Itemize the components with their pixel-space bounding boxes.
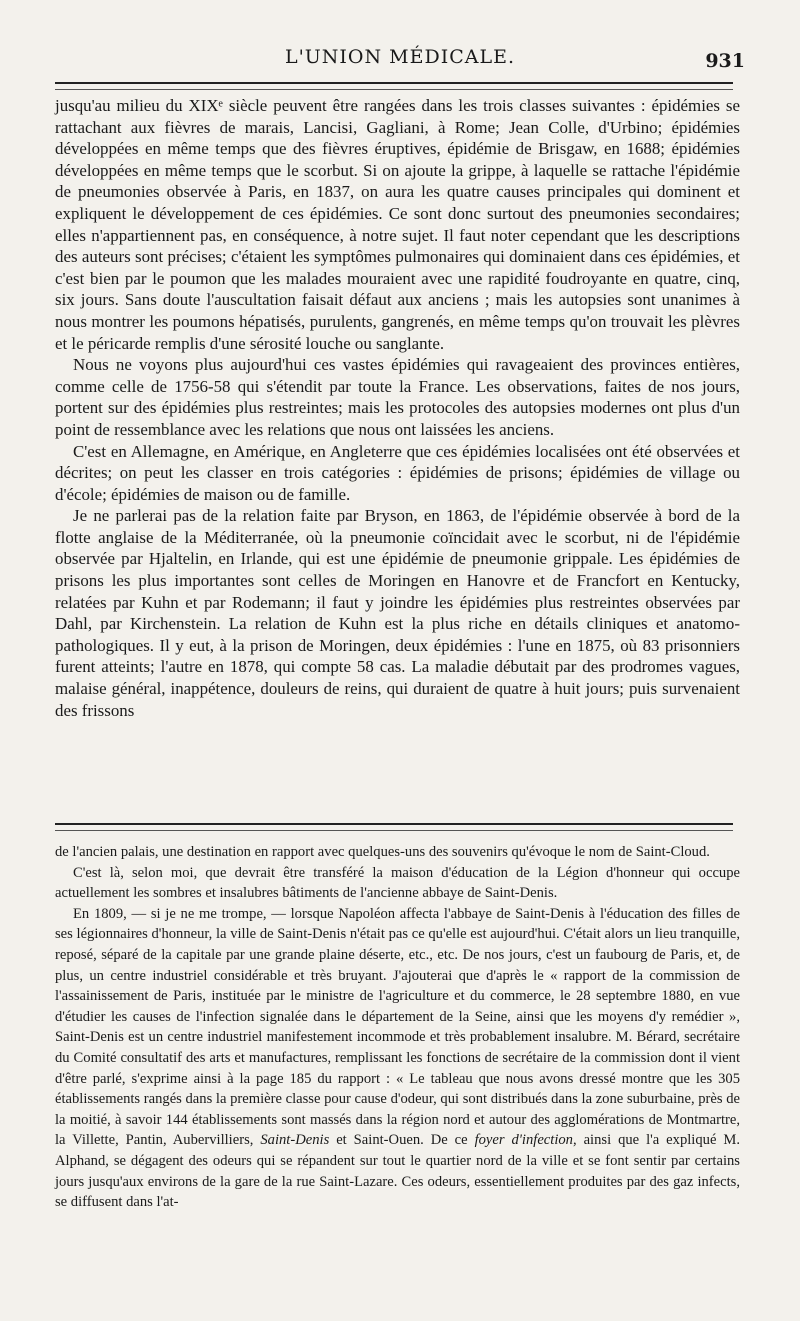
footnote-text-segment: En 1809, — si je ne me trompe, — lorsque Napoléon affecta l'abbaye de Saint-Denis à l'éducation des filles de ses légionnaires d'honneur, la ville de Saint-Denis n'était pas ce qu'elle est aujourd'hui. C'était alors un lieu tranquille, reposé, séparé de la capitale par une grande plaine déserte, etc., etc. De nos jours, c'est un faubourg de Paris, et, de plus, un centre industriel considérable et très bruyant. J'ajouterai que d'après le « rapport de la commission de l'assainissement de Paris, instituée par le ministre de l'agriculture et du commerce, le 28 septembre 1880, en vue d'étudier les causes de l'infection signalée dans le département de la Seine, ainsi que les moyens d'y remédier », Saint-Denis est un centre industriel manifestement incommode et très probablement insalubre. M. Bérard, secrétaire du Comité consultatif des arts et manufactures, remplissant les fonctions de secrétaire de la commission dont il vient d'être parlé, s'exprime ainsi à la page 185 du rapport : « Le tableau que nous avons dressé montre que les 305 établissements rangés dans la première classe pour cause d'odeur, qui sont distribués dans la zone suburbaine, près de la moitié, à savoir 144 établissements sont massés dans la région nord et autour des agglomérations de Montmartre, la Villette, Pantin, Aubervilliers, <box>55 905 740 1149</box>
main-text <box>55 95 740 721</box>
footnote-italic-saint-denis: Saint-Denis <box>260 1132 330 1149</box>
footnote-paragraph-1: de l'ancien palais, une destination en rapport avec quelques-uns des souvenirs qu'évoque le nom de Saint-Cloud. <box>55 844 710 860</box>
main-paragraph-2: Nous ne voyons plus aujourd'hui ces vastes épidémies qui ravageaient des provinces entières, comme celle de 1756-58 qui s'étendit par toute la France. Les observations, faites de nos jours, portent sur des épidémies plus restreintes; mais les protocoles des autopsies modernes ont plus d'un point de ressemblance avec les relations que nous ont laissées les anciens. <box>55 355 740 439</box>
header-rule <box>55 82 733 90</box>
footnote-separator-rule <box>55 823 733 831</box>
running-title: L'UNION MÉDICALE. <box>284 46 516 68</box>
footnote-paragraph-2: C'est là, selon moi, que devrait être transféré la maison d'éducation de la Légion d'honneur qui occupe actuellement les sombres et insalubres bâtiments de l'ancienne abbaye de Saint-Denis. <box>55 864 740 902</box>
footnote-paragraph-3 <box>55 904 740 1213</box>
running-head <box>55 46 745 76</box>
footnote-text-segment: , ainsi que l'a expliqué M. Alphand, se dégagent des odeurs qui se répandent sur tout le quartier nord de la ville et se font sentir par certains jours jusqu'aux environs de la gare de la rue Saint-Lazare. Ces odeurs, essentiellement produites par des gaz infects, se diffusent dans l'at- <box>55 1132 740 1211</box>
main-paragraph-1: jusqu'au milieu du XIXᵉ siècle peuvent être rangées dans les trois classes suivantes : épidémies se rattachant aux fièvres de marais, Lancisi, Gagliani, à Rome; Jean Colle, d'Urbino; épidémies développées en même temps que des fièvres éruptives, épidémie de Brisgaw, en 1688; épidémies développées en même temps que le scorbut. Si on ajoute la grippe, à laquelle se rattache l'épidémie de pneumonies observée à Paris, en 1837, on aura les quatre causes principales qui dominent et expliquent le développement de ces épidémies. Ce sont donc surtout des pneumonies secondaires; elles n'appartiennent pas, en conséquence, à notre sujet. Il faut noter cependant que les descriptions des auteurs sont précises; c'étaient les symptômes pulmonaires qui dominaient dans ces épidémies, et c'est bien par le poumon que les malades mouraient avec une rapidité foudroyante en quatre, cinq, six jours. Sans doute l'auscultation faisait défaut aux anciens ; mais les autopsies sont unanimes à nous montrer les poumons hépatisés, purulents, gangrenés, en même temps qu'on trouvait les plèvres et le péricarde remplis d'une sérosité louche ou sanglante. <box>55 96 740 353</box>
footnote-italic-foyer: foyer d'infection <box>474 1132 573 1149</box>
footnote-text <box>55 842 740 1213</box>
main-paragraph-3: C'est en Allemagne, en Amérique, en Angleterre que ces épidémies localisées ont été observées et décrites; on peut les classer en trois catégories : épidémies de prisons; épidémies de village ou d'école; épidémies de maison ou de famille. <box>55 441 740 504</box>
footnote-text-segment: et Saint-Ouen. De ce <box>336 1132 468 1149</box>
page-number: 931 <box>705 50 745 72</box>
main-paragraph-4: Je ne parlerai pas de la relation faite par Bryson, en 1863, de l'épidémie observée à bord de la flotte anglaise de la Méditerranée, où la pneumonie coïncidait avec le scorbut, ni de l'épidémie observée par Hjaltelin, en Irlande, qui est une épidémie de pneumonie grippale. Les épidémies de prisons les plus importantes sont celles de Moringen en Hanovre et de Francfort en Kentucky, relatées par Kuhn et par Rodemann; il faut y joindre les épidémies plus restreintes observées par Dahl, par Kirchenstein. La relation de Kuhn est la plus riche en détails cliniques et anatomo-pathologiques. Il y eut, à la prison de Moringen, deux épidémies : l'une en 1875, où 83 prisonniers furent atteints; l'autre en 1878, qui compte 58 cas. La maladie débutait par des prodromes vagues, malaise général, inappétence, douleurs de reins, qui duraient de quatre à huit jours; puis survenaient des frissons <box>55 506 740 720</box>
